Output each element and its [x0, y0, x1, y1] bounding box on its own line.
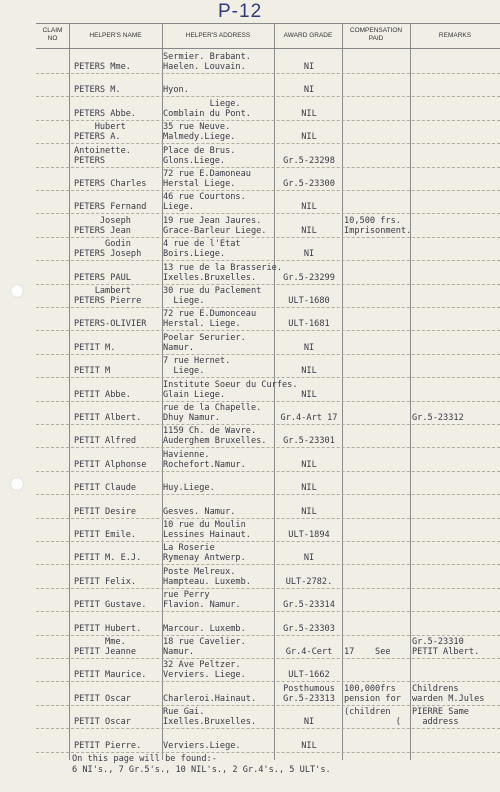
name-line-2: PETERS M. — [74, 85, 121, 96]
name-line-1: Godin — [74, 239, 131, 250]
addr-line-1: rue de la Chapelle. — [163, 403, 262, 413]
row-separator — [36, 377, 500, 378]
grade-line-2: NI — [303, 717, 315, 728]
grade-line-2: NIL — [301, 366, 317, 377]
table-row — [36, 333, 500, 355]
addr-line-1: 72 rue E.Damoneau — [163, 169, 251, 179]
comp-line-2: ( — [344, 717, 401, 728]
addr-line-2: Namur. — [163, 342, 195, 353]
rem-line-2: PETIT Albert. — [412, 647, 480, 657]
addr-line-2: Comblain du Pont. — [163, 108, 251, 119]
addr-line-1: 72 rue E.Dumonceau — [163, 309, 257, 320]
addr-line-2: Marcour. Luxemb. — [163, 623, 246, 634]
addr-line-2: Glons.Liege. — [163, 155, 226, 166]
addr-line-1: Poelar Serurier. — [163, 332, 246, 343]
punch-hole — [10, 284, 24, 298]
header-rule — [36, 48, 500, 49]
header-claim: CLAIM NO — [42, 27, 63, 42]
addr-line-2: Auderghem Bruxelles. — [163, 436, 267, 447]
grade-line-2: NIL — [301, 740, 317, 751]
grade-line-2: NI — [303, 553, 315, 564]
addr-line-1: 4 rue de l'Etat — [163, 239, 241, 250]
header-grade: AWARD GRADE — [283, 32, 333, 39]
table-row — [36, 731, 500, 753]
grade-line-2: NIL — [301, 389, 317, 400]
addr-line-2: Ixelles.Bruxelles. — [163, 717, 257, 728]
row-separator — [36, 73, 500, 74]
row-separator — [36, 564, 500, 565]
table-row — [36, 403, 500, 425]
grade-line-2: NIL — [301, 225, 317, 236]
grade-line-2: NI — [303, 342, 315, 353]
addr-line-2: Lessines Hainaut. — [163, 530, 251, 540]
grade-line-2: Gr.4-Cert — [285, 647, 333, 657]
name-line-2: PETERS Joseph — [74, 249, 142, 260]
table-row — [36, 192, 500, 214]
addr-line-2: Rochefort.Namur. — [163, 459, 246, 470]
addr-line-1: 46 rue Courtons. — [163, 192, 246, 203]
row-separator — [36, 190, 500, 191]
row-separator — [36, 705, 500, 706]
row-separator — [36, 213, 500, 214]
row-separator — [36, 447, 500, 448]
row-separator — [36, 401, 500, 402]
addr-line-2: Haelen. Louvain. — [163, 62, 246, 72]
name-line-2: PETIT Felix. — [74, 576, 137, 587]
table-row — [36, 380, 500, 402]
row-separator — [36, 237, 500, 238]
comp-line-1: (children — [344, 707, 391, 718]
row-separator — [36, 681, 500, 682]
addr-line-2: Liege. — [163, 296, 205, 306]
row-separator — [36, 354, 500, 355]
grade-line-2: NIL — [301, 108, 317, 119]
table-row — [36, 356, 500, 378]
addr-line-1: Institute Soeur du Curfes. — [163, 379, 298, 390]
name-line-2: PETERS PAUL — [74, 272, 131, 283]
name-line-2: PETIT Maurice. — [74, 670, 147, 681]
grade-line-2: NIL — [301, 483, 317, 494]
name-line-2: PETERS Abbe. — [74, 108, 137, 119]
addr-line-2: Gesves. Namur. — [163, 506, 236, 517]
grade-line-2: NIL — [301, 132, 317, 143]
addr-line-1: Rue Gai. — [163, 707, 205, 718]
addr-line-1: rue Perry — [163, 590, 210, 601]
addr-line-2: Rymenay Antwerp. — [163, 553, 246, 564]
table-row — [36, 216, 500, 238]
header-remarks: REMARKS — [438, 32, 472, 39]
table-row — [36, 169, 500, 191]
grade-line-2: NIL — [301, 506, 317, 517]
name-line-1: Mme. — [74, 637, 126, 647]
row-separator — [36, 541, 500, 542]
name-line-2: PETIT Oscar — [74, 717, 131, 728]
comp-line-1: 10,500 frs. — [344, 215, 401, 226]
name-line-2: PETERS Fernand — [74, 202, 147, 213]
addr-line-1: 10 rue du Moulin — [163, 520, 246, 530]
table-row — [36, 590, 500, 612]
grade-line-2: NI — [303, 249, 315, 260]
footer-line: On this page will be found:- — [72, 754, 217, 764]
table-row — [36, 286, 500, 308]
row-separator — [36, 120, 500, 121]
name-line-1: Joseph — [74, 215, 131, 226]
addr-line-2: Charleroi.Hainaut. — [163, 693, 257, 704]
name-line-2: PETERS Pierre — [74, 296, 142, 306]
grade-line-2: ULT-1680 — [288, 296, 330, 306]
addr-line-1: La Roserie — [163, 543, 215, 554]
header-compensation: COMPENSATION PAID — [349, 27, 403, 42]
addr-line-1: 19 rue Jean Jaures. — [163, 215, 262, 226]
table-row — [36, 707, 500, 729]
row-separator — [36, 728, 500, 729]
name-line-2: PETERS-OLIVIER — [74, 319, 147, 330]
table-row — [36, 309, 500, 331]
addr-line-1: 35 rue Neuve. — [163, 122, 231, 133]
name-line-2: PETIT Alphonse — [74, 459, 147, 470]
name-line-2: PETIT Abbe. — [74, 389, 131, 400]
grade-line-2: ULT-1894 — [288, 530, 330, 540]
addr-line-2: Hyon. — [163, 85, 189, 96]
punch-hole — [10, 477, 24, 491]
name-line-1: Lambert — [74, 286, 131, 296]
table-row — [36, 239, 500, 261]
rem-line-1: Childrens — [412, 683, 459, 694]
grade-line-2: NI — [303, 62, 315, 72]
row-separator — [36, 752, 500, 753]
addr-line-1: Havienne. — [163, 449, 210, 460]
grade-line-2: NIL — [301, 202, 317, 213]
grade-line-2: Gr.5-23313 — [283, 693, 335, 704]
name-line-2: PETIT Desire — [74, 506, 137, 517]
table-row — [36, 146, 500, 168]
addr-line-2: Verviers. Liege. — [163, 670, 246, 681]
header-name: HELPER'S NAME — [89, 32, 142, 39]
grade-line-2: Gr.5-23301 — [283, 436, 335, 447]
addr-line-2: Ixelles.Bruxelles. — [163, 272, 257, 283]
grade-line-2: ULT-1662 — [288, 670, 330, 681]
table-row — [36, 75, 500, 97]
addr-line-1: 30 rue du Paclement — [163, 286, 262, 296]
table-row — [36, 567, 500, 589]
grade-line-2: NI — [303, 85, 315, 96]
addr-line-2: Glain Liege. — [163, 389, 226, 400]
table-row — [36, 473, 500, 495]
footer-line: 6 NI's., 7 Gr.5's., 10 NIL's., 2 Gr.4's., 5 ULT's. — [72, 765, 331, 775]
table-row — [36, 614, 500, 636]
table-row — [36, 660, 500, 682]
comp-line-2: 17 See — [344, 647, 391, 657]
addr-line-1: 7 rue Hernet. — [163, 356, 231, 367]
grade-line-2: Gr.5-23314 — [283, 600, 335, 611]
grade-line-2: NIL — [301, 459, 317, 470]
name-line-2: PETERS Mme. — [74, 62, 131, 72]
addr-line-2: Flavion. Namur. — [163, 600, 241, 611]
row-separator — [36, 284, 500, 285]
comp-line-1: 100,000frs — [344, 683, 396, 694]
table-row — [36, 99, 500, 121]
row-separator — [36, 96, 500, 97]
name-line-2: PETIT Albert. — [74, 413, 142, 423]
page-code: P-12 — [218, 1, 263, 22]
addr-line-2: Herstal Liege. — [163, 179, 236, 189]
addr-line-1: Sermier. Brabant. — [163, 52, 251, 62]
name-line-2: PETIT Jeanne — [74, 647, 137, 657]
table-row — [36, 684, 500, 706]
row-separator — [36, 494, 500, 495]
rem-line-1: PIERRE Same — [412, 707, 469, 718]
addr-line-2: Dhuy Namur. — [163, 413, 220, 423]
addr-line-2: Verviers.Liege. — [163, 740, 241, 751]
addr-line-2: Malmedy.Liege. — [163, 132, 236, 143]
grade-line-2: Gr.5-23298 — [283, 155, 335, 166]
table-row — [36, 637, 500, 659]
addr-line-1: Liege. — [163, 98, 241, 109]
row-separator — [36, 471, 500, 472]
row-separator — [36, 143, 500, 144]
grade-line-2: ULT-1681 — [288, 319, 330, 330]
grade-line-2: Gr.5-23303 — [283, 623, 335, 634]
addr-line-2: Liege. — [163, 202, 195, 213]
addr-line-2: Namur. — [163, 647, 195, 657]
row-separator — [36, 307, 500, 308]
addr-line-1: Poste Melreux. — [163, 566, 236, 577]
table-row — [36, 52, 500, 74]
name-line-2: PETERS A. — [74, 132, 121, 143]
row-separator — [36, 424, 500, 425]
addr-line-2: Herstal. Liege. — [163, 319, 241, 330]
addr-line-2: Huy.Liege. — [163, 483, 215, 494]
grade-line-2: Gr.5-23299 — [283, 272, 335, 283]
name-line-2: PETIT Pierre. — [74, 740, 142, 751]
table-row — [36, 122, 500, 144]
row-separator — [36, 167, 500, 168]
name-line-2: PETIT M. E.J. — [74, 553, 142, 564]
row-separator — [36, 611, 500, 612]
table-row — [36, 450, 500, 472]
name-line-2: PETIT Claude — [74, 483, 137, 494]
name-line-2: PETERS — [74, 155, 106, 166]
addr-line-1: Place de Brus. — [163, 145, 236, 156]
table-row — [36, 263, 500, 285]
name-line-2: PETIT Emile. — [74, 530, 137, 540]
rem-line-1: Gr.5-23310 — [412, 637, 464, 647]
top-rule — [36, 23, 500, 24]
addr-line-2: Grace-Barleur Liege. — [163, 225, 267, 236]
name-line-1: Antoinette. — [74, 145, 131, 156]
name-line-2: PETIT Hubert. — [74, 623, 142, 634]
row-separator — [36, 518, 500, 519]
row-separator — [36, 260, 500, 261]
name-line-1: Hubert — [74, 122, 126, 133]
name-line-2: PETIT Alfred — [74, 436, 137, 447]
name-line-2: PETERS Jean — [74, 225, 131, 236]
addr-line-2: Liege. — [163, 366, 205, 377]
rem-line-2: warden M.Jules — [412, 693, 485, 704]
name-line-2: PETIT M. — [74, 342, 116, 353]
name-line-2: PETERS Charles — [74, 179, 147, 189]
table-row — [36, 543, 500, 565]
row-separator — [36, 588, 500, 589]
addr-line-2: Boirs.Liege. — [163, 249, 226, 260]
comp-line-2: pension for — [344, 693, 401, 704]
rem-line-2: address — [412, 717, 459, 728]
row-separator — [36, 658, 500, 659]
addr-line-1: 18 rue Cavelier. — [163, 637, 246, 647]
name-line-2: PETIT Gustave. — [74, 600, 147, 611]
row-separator — [36, 635, 500, 636]
name-line-2: PETIT Oscar — [74, 693, 131, 704]
header-address: HELPER'S ADDRESS — [185, 32, 251, 39]
name-line-2: PETIT M — [74, 366, 111, 377]
addr-line-1: 32 Ave Peltzer. — [163, 660, 241, 671]
grade-line-2: Gr.5-23300 — [283, 179, 335, 189]
footer-note — [72, 754, 331, 776]
grade-line-2: ULT-2782. — [285, 576, 333, 587]
table-row — [36, 497, 500, 519]
grade-line-1: Posthumous — [283, 683, 335, 694]
table-row — [36, 520, 500, 542]
table-row — [36, 426, 500, 448]
grade-line-2: Gr.4-Art 17 — [280, 413, 338, 423]
comp-line-2: Imprisonment. — [344, 225, 412, 236]
row-separator — [36, 330, 500, 331]
addr-line-1: 13 rue de la Brasserie. — [163, 262, 282, 273]
addr-line-2: Hampteau. Luxemb. — [163, 576, 251, 587]
rem-line-2: Gr.5-23312 — [412, 413, 464, 423]
addr-line-1: 1159 Ch. de Wavre. — [163, 426, 257, 437]
